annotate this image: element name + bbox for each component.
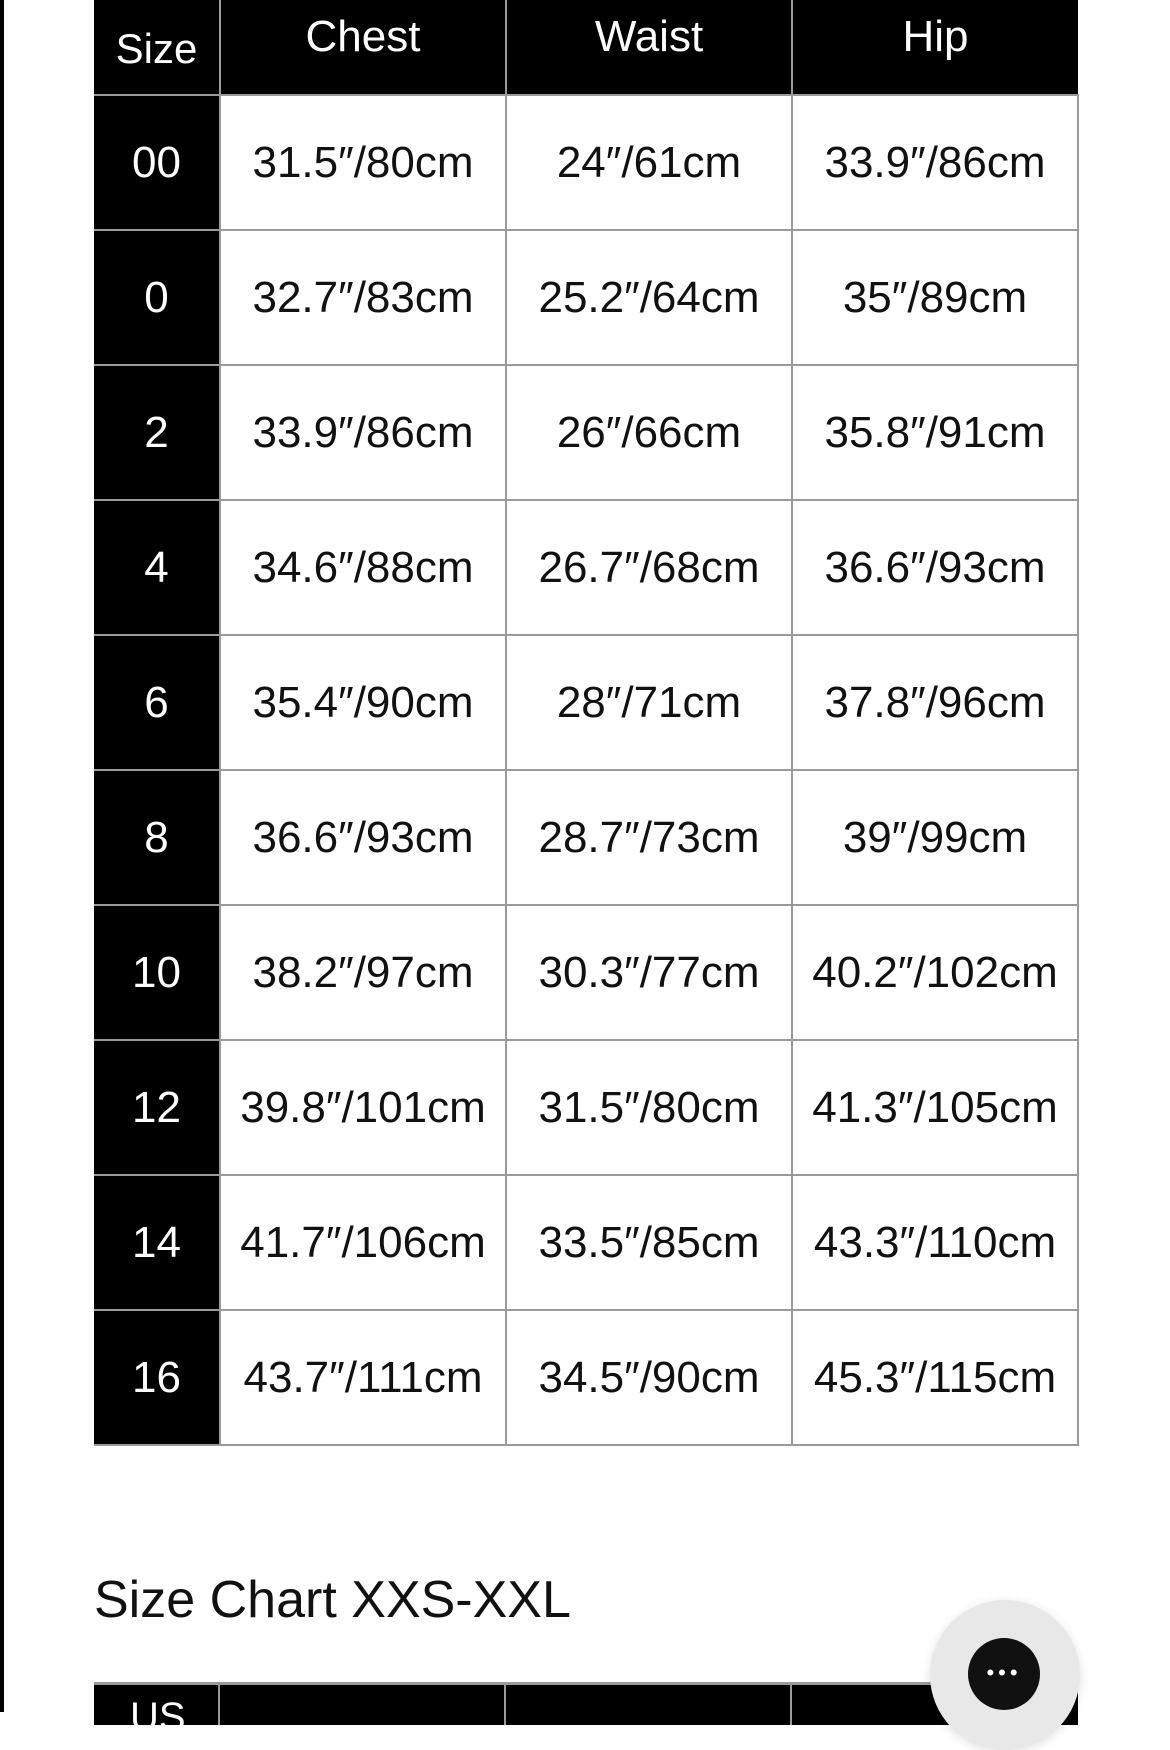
section-title-size-chart-xxs-xxl: Size Chart XXS-XXL	[94, 1571, 571, 1629]
chest-cell: 43.7″/111cm	[220, 1310, 506, 1445]
waist-cell: 26″/66cm	[506, 365, 792, 500]
column-header-chest: Chest	[220, 0, 506, 95]
hip-cell: 40.2″/102cm	[792, 905, 1078, 1040]
table-row	[94, 1310, 1078, 1445]
table-row	[94, 905, 1078, 1040]
chest-cell: 39.8″/101cm	[220, 1040, 506, 1175]
size-label: 8	[94, 770, 220, 905]
hip-cell: 37.8″/96cm	[792, 635, 1078, 770]
hip-cell: 36.6″/93cm	[792, 500, 1078, 635]
waist-cell: 24″/61cm	[506, 95, 792, 230]
chest-cell: 34.6″/88cm	[220, 500, 506, 635]
hip-cell: 33.9″/86cm	[792, 95, 1078, 230]
chest-cell: 38.2″/97cm	[220, 905, 506, 1040]
chest-cell: 35.4″/90cm	[220, 635, 506, 770]
chest-cell: 41.7″/106cm	[220, 1175, 506, 1310]
chat-dots: •••	[986, 1660, 1022, 1685]
table-row	[94, 95, 1078, 230]
size-label: 10	[94, 905, 220, 1040]
waist-cell: 28″/71cm	[506, 635, 792, 770]
column-divider	[790, 1685, 792, 1725]
waist-cell: 25.2″/64cm	[506, 230, 792, 365]
table-row	[94, 230, 1078, 365]
waist-cell: 31.5″/80cm	[506, 1040, 792, 1175]
size-label: 2	[94, 365, 220, 500]
table-row	[94, 770, 1078, 905]
waist-cell: 30.3″/77cm	[506, 905, 792, 1040]
size-label: 6	[94, 635, 220, 770]
size-label: 16	[94, 1310, 220, 1445]
chest-cell: 33.9″/86cm	[220, 365, 506, 500]
hip-cell: 43.3″/110cm	[792, 1175, 1078, 1310]
table-row	[94, 365, 1078, 500]
column-divider	[218, 1685, 220, 1725]
hip-cell: 45.3″/115cm	[792, 1310, 1078, 1445]
chat-bubble-icon	[968, 1638, 1040, 1710]
waist-cell: 33.5″/85cm	[506, 1175, 792, 1310]
size-label: 12	[94, 1040, 220, 1175]
waist-cell: 34.5″/90cm	[506, 1310, 792, 1445]
hip-cell: 41.3″/105cm	[792, 1040, 1078, 1175]
column-header-size: Size	[94, 0, 220, 95]
table-row	[94, 635, 1078, 770]
hip-cell: 35.8″/91cm	[792, 365, 1078, 500]
table-header-row	[94, 0, 1078, 95]
table-row	[94, 500, 1078, 635]
column-header-waist: Waist	[506, 0, 792, 95]
hip-cell: 35″/89cm	[792, 230, 1078, 365]
waist-cell: 28.7″/73cm	[506, 770, 792, 905]
chest-cell: 31.5″/80cm	[220, 95, 506, 230]
size-chart-table	[94, 0, 1079, 1446]
size-label: 00	[94, 95, 220, 230]
chest-cell: 36.6″/93cm	[220, 770, 506, 905]
page-left-border	[0, 0, 4, 1712]
waist-cell: 26.7″/68cm	[506, 500, 792, 635]
chat-button[interactable]	[930, 1600, 1080, 1750]
table-row	[94, 1040, 1078, 1175]
column-header-us: US	[130, 1695, 186, 1739]
column-header-hip: Hip	[792, 0, 1078, 95]
size-label: 0	[94, 230, 220, 365]
table-row	[94, 1175, 1078, 1310]
size-label: 4	[94, 500, 220, 635]
size-label: 14	[94, 1175, 220, 1310]
hip-cell: 39″/99cm	[792, 770, 1078, 905]
column-divider	[504, 1685, 506, 1725]
chest-cell: 32.7″/83cm	[220, 230, 506, 365]
